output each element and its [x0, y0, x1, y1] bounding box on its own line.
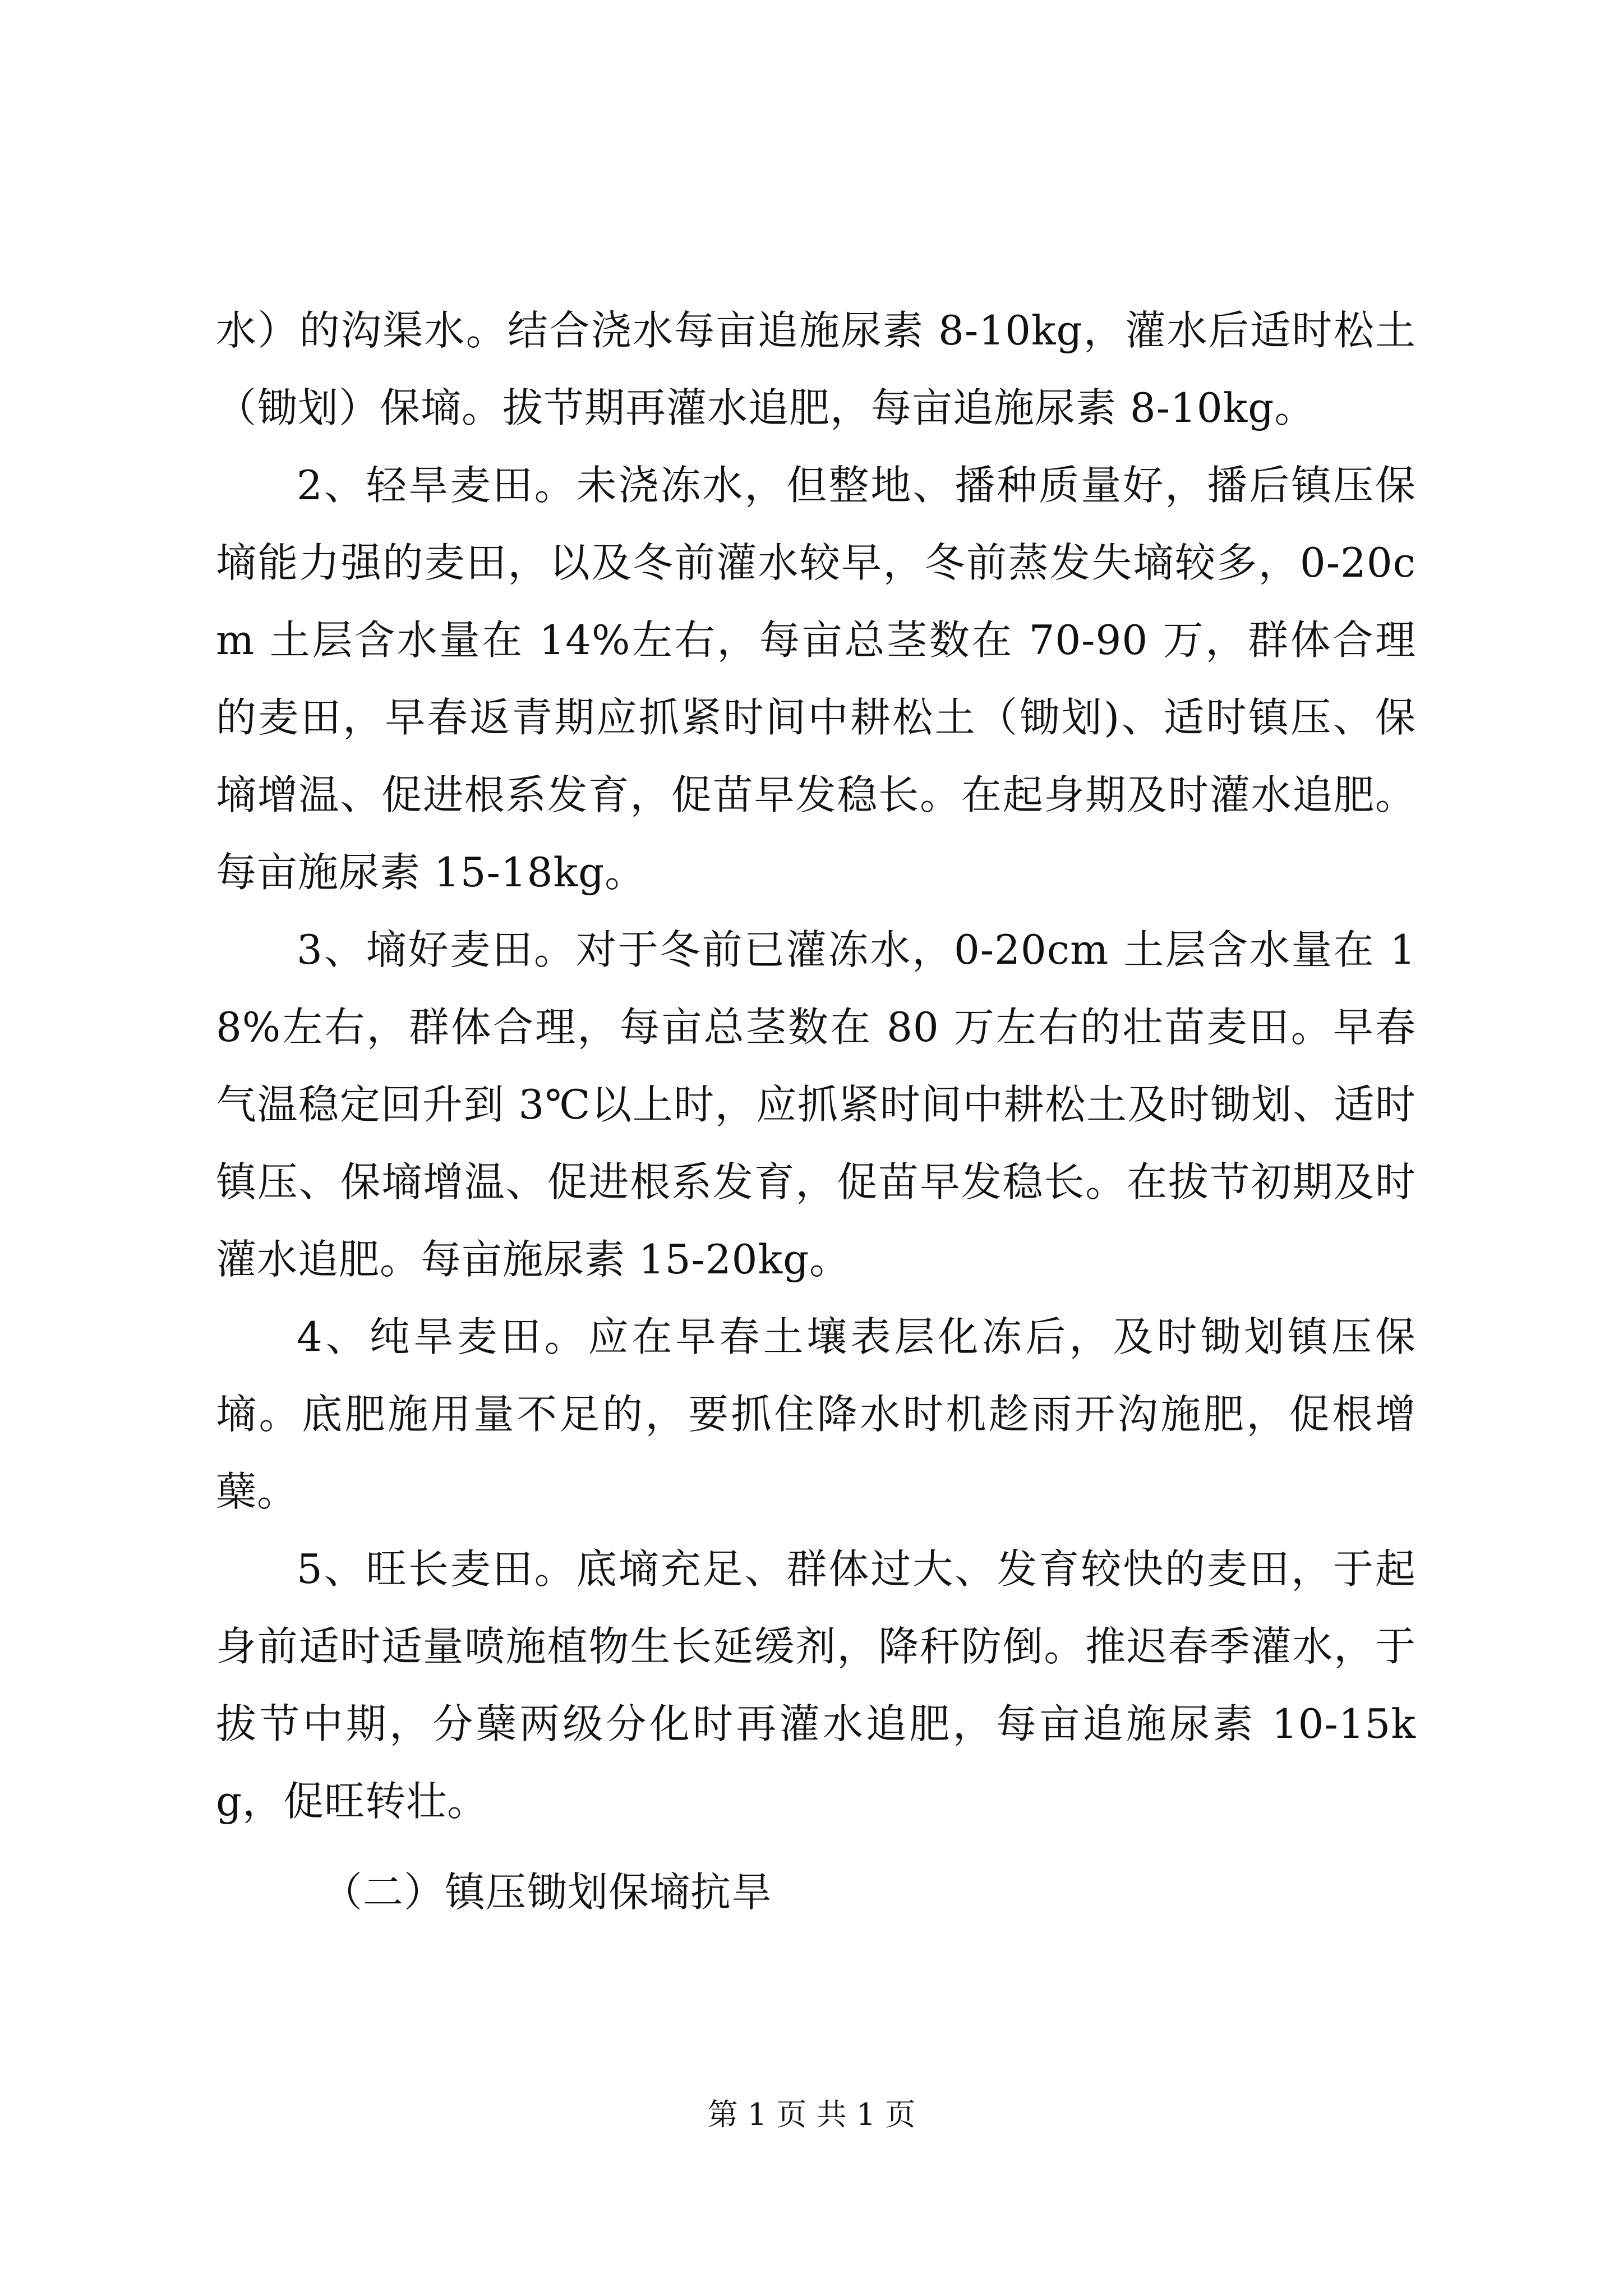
page-footer: [0, 2095, 1623, 2134]
page-number-label: 第 1 页 共 1 页: [707, 2097, 916, 2132]
paragraph-continued: 水）的沟渠水。结合浇水每亩追施尿素 8-10kg，灌水后适时松土（锄划）保墒。拔节期再灌水追肥，每亩追施尿素 8-10kg。: [216, 307, 1416, 431]
section-heading: （二）镇压锄划保墒抗旱: [322, 1869, 773, 1916]
paragraph-vigorous-growth-field: 5、旺长麦田。底墒充足、群体过大、发育较快的麦田，于起身前适时适量喷施植物生长延缓剂，降秆防倒。推迟春季灌水，于拔节中期，分蘖两级分化时再灌水追肥，每亩追施尿素 10-15kg，促旺转壮。: [216, 1545, 1416, 1825]
paragraph-light-drought-field: 2、轻旱麦田。未浇冻水，但整地、播种质量好，播后镇压保墒能力强的麦田，以及冬前灌水较早，冬前蒸发失墒较多，0-20cm 土层含水量在 14%左右，每亩总茎数在 70-90 万，群体合理的麦田，早春返青期应抓紧时间中耕松土（锄划)、适时镇压、保墒增温、促进根系发育，促苗早发稳长。在起身期及时灌水追肥。每亩施尿素 15-18kg。: [216, 462, 1416, 896]
paragraph-pure-drought-field: 4、纯旱麦田。应在早春土壤表层化冻后，及时锄划镇压保墒。底肥施用量不足的，要抓住降水时机趁雨开沟施肥，促根增蘖。: [216, 1313, 1416, 1515]
document-body: [216, 292, 1416, 1931]
paragraph-good-moisture-field: 3、墒好麦田。对于冬前已灌冻水，0-20cm 土层含水量在 18%左右，群体合理，每亩总茎数在 80 万左右的壮苗麦田。早春气温稳定回升到 3℃以上时，应抓紧时间中耕松土及时锄划、适时镇压、保墒增温、促进根系发育，促苗早发稳长。在拔节初期及时灌水追肥。每亩施尿素 15-20kg。: [216, 926, 1416, 1283]
